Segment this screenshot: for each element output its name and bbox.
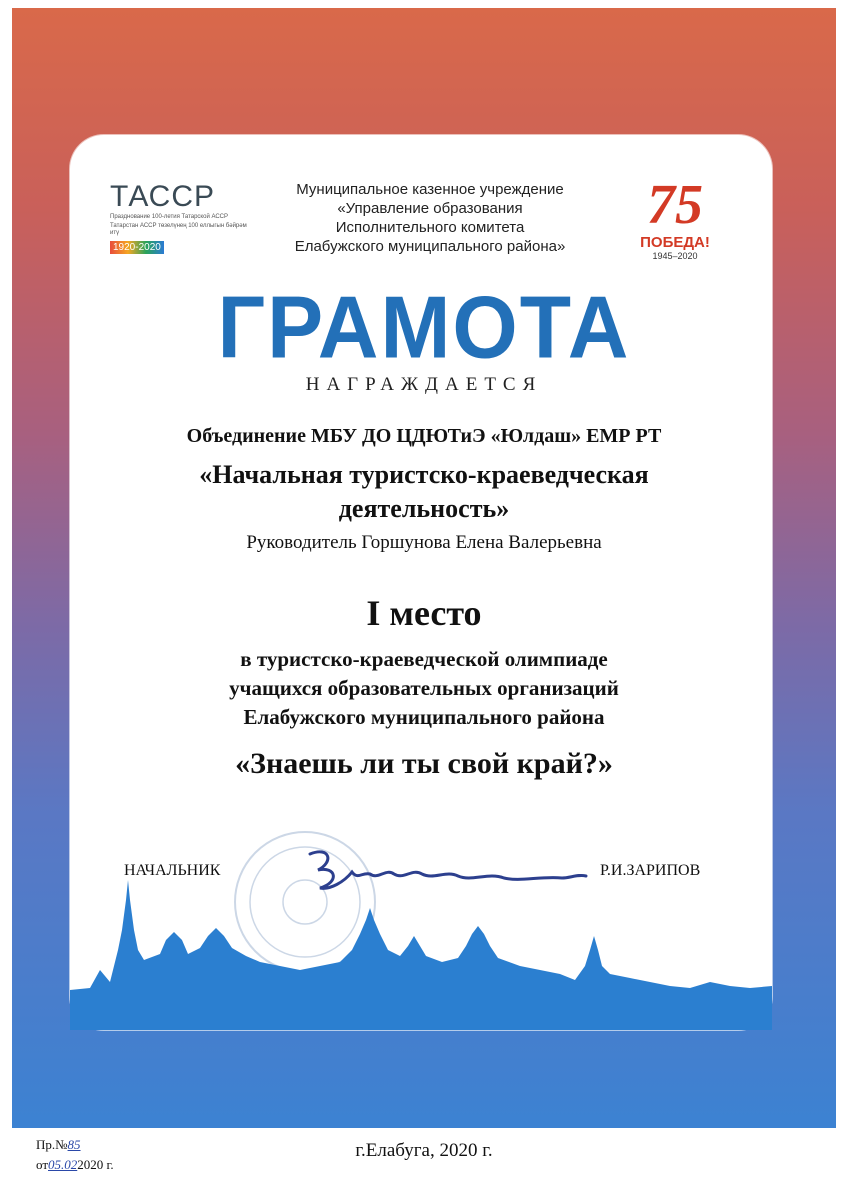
- event-title: «Знаешь ли ты свой край?»: [235, 747, 613, 780]
- date-prefix: от: [36, 1157, 49, 1172]
- organization-header: [250, 180, 610, 256]
- award-line-3: Елабужского муниципального района: [243, 705, 605, 729]
- org-line-3: Исполнительного комитета: [335, 219, 525, 236]
- award-description: [0, 645, 848, 732]
- recipient-program: [0, 458, 848, 526]
- org-line-1: Муниципальное казенное учреждение: [296, 181, 564, 198]
- city-year: г.Елабуга, 2020 г.: [355, 1140, 493, 1161]
- certificate-subtitle: НАГРАЖДАЕТСЯ: [305, 374, 543, 395]
- recipient-association: Объединение МБУ ДО ЦДЮТиЭ «Юлдаш» ЕМР РТ: [186, 425, 662, 447]
- tassr-logo: [110, 182, 250, 262]
- org-line-4: Елабужского муниципального района»: [294, 238, 566, 255]
- program-line-1: «Начальная туристско-краеведческая: [199, 460, 649, 489]
- org-line-2: «Управление образования: [337, 200, 523, 217]
- tassr-caption-ru: Празднование 100-летия Татарской АССР: [110, 214, 229, 220]
- registration-info: [36, 1135, 114, 1175]
- reg-prefix: Пр.№: [36, 1137, 68, 1152]
- pobeda-logo: [630, 175, 720, 275]
- pobeda-years: 1945–2020: [652, 251, 698, 261]
- city-skyline-illustration: [70, 870, 772, 1030]
- recipient-leader: Руководитель Горшунова Елена Валерьевна: [246, 532, 602, 553]
- tassr-years: 1920-2020: [110, 241, 164, 254]
- registration-date: [36, 1155, 114, 1175]
- signatory-position: НАЧАЛЬНИК: [124, 862, 221, 879]
- signatory-name: Р.И.ЗАРИПОВ: [600, 862, 701, 879]
- date-suffix: 2020 г.: [77, 1157, 114, 1172]
- award-line-1: в туристско-краеведческой олимпиаде: [240, 647, 608, 671]
- reg-number: 85: [67, 1137, 81, 1152]
- date-value: 05.02: [48, 1157, 78, 1172]
- program-line-2: деятельность»: [338, 494, 510, 523]
- tassr-caption-tt: Татарстан АССР төзелүнең 100 еллыгын бәйрәм итү: [110, 223, 247, 236]
- pobeda-number: 75: [647, 174, 703, 236]
- certificate-title: ГРАМОТА: [217, 277, 631, 377]
- tassr-brand: ТАССР: [110, 180, 216, 213]
- award-place: I место: [366, 593, 482, 633]
- registration-number: [36, 1135, 114, 1155]
- pobeda-word: ПОБЕДА!: [640, 234, 710, 251]
- award-line-2: учащихся образовательных организаций: [229, 676, 619, 700]
